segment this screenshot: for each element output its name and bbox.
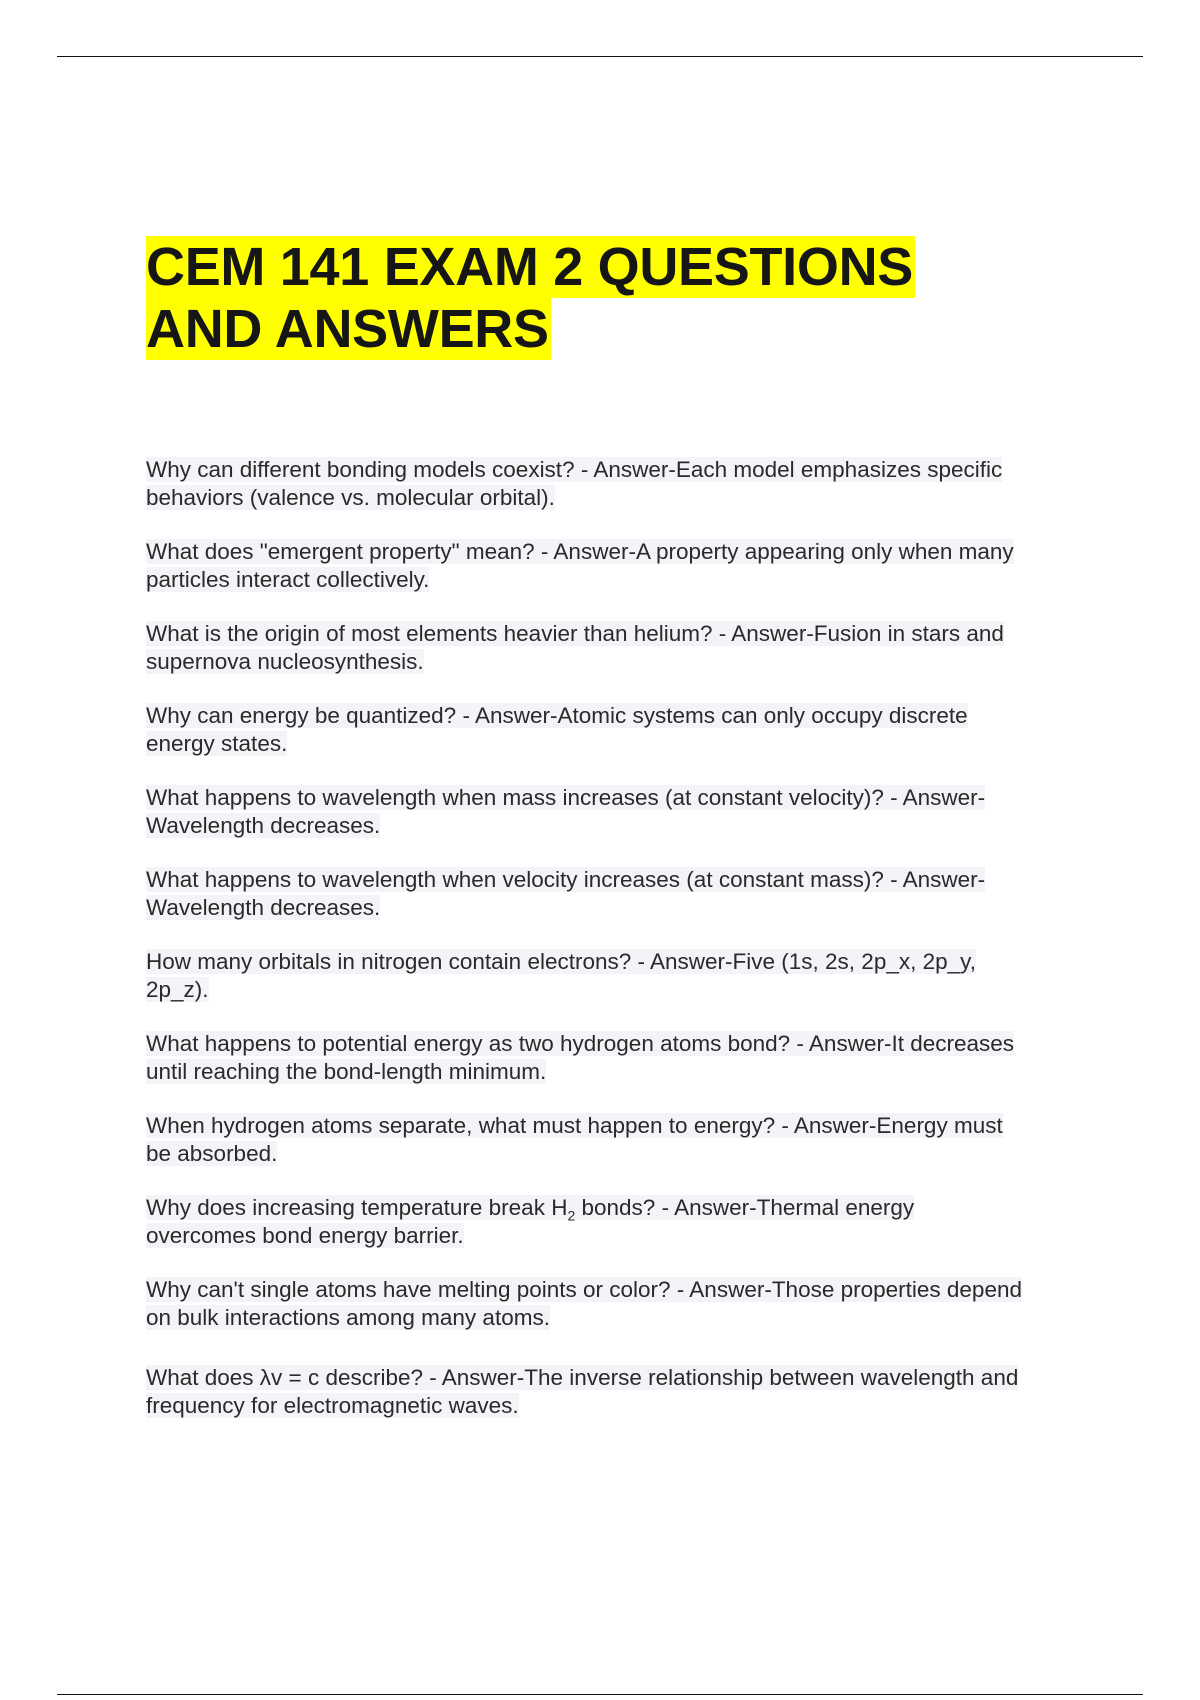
qa-item <box>146 456 1096 512</box>
qa-line: What does λv = c describe? - Answer-The inverse relationship between wavelength and <box>146 1365 1019 1390</box>
qa-line: What happens to wavelength when mass increases (at constant velocity)? - Answer- <box>146 785 986 810</box>
qa-item <box>146 866 1096 922</box>
qa-line: behaviors (valence vs. molecular orbital). <box>146 485 555 510</box>
qa-line: overcomes bond energy barrier. <box>146 1223 464 1248</box>
qa-item <box>146 1112 1096 1168</box>
qa-line: Why can different bonding models coexist? - Answer-Each model emphasizes specific <box>146 457 1003 482</box>
qa-item <box>146 538 1096 594</box>
qa-item <box>146 620 1096 676</box>
qa-line: Why can't single atoms have melting points or color? - Answer-Those properties depend <box>146 1277 1022 1302</box>
qa-line: energy states. <box>146 731 288 756</box>
qa-line: How many orbitals in nitrogen contain electrons? - Answer-Five (1s, 2s, 2p_x, 2p_y, <box>146 949 976 974</box>
qa-text: bonds? - Answer-Thermal energy <box>575 1195 915 1220</box>
document-title <box>146 236 1046 360</box>
qa-line: 2p_z). <box>146 977 209 1002</box>
qa-line <box>146 1195 915 1224</box>
qa-line: frequency for electromagnetic waves. <box>146 1393 519 1418</box>
qa-item <box>146 1030 1096 1086</box>
qa-item <box>146 1276 1096 1332</box>
qa-line: What happens to wavelength when velocity increases (at constant mass)? - Answer- <box>146 867 986 892</box>
qa-item <box>146 702 1096 758</box>
top-rule <box>57 56 1143 57</box>
qa-line: Why can energy be quantized? - Answer-Atomic systems can only occupy discrete <box>146 703 968 728</box>
qa-text: Why does increasing temperature break H <box>146 1195 568 1220</box>
qa-line: until reaching the bond-length minimum. <box>146 1059 547 1084</box>
qa-line: What is the origin of most elements heavier than helium? - Answer-Fusion in stars and <box>146 621 1004 646</box>
qa-item <box>146 1194 1096 1250</box>
qa-line: Wavelength decreases. <box>146 813 381 838</box>
qa-item <box>146 948 1096 1004</box>
bottom-rule <box>57 1694 1143 1695</box>
qa-line: What does "emergent property" mean? - Answer-A property appearing only when many <box>146 539 1014 564</box>
qa-line: What happens to potential energy as two hydrogen atoms bond? - Answer-It decreases <box>146 1031 1015 1056</box>
qa-line: When hydrogen atoms separate, what must happen to energy? - Answer-Energy must <box>146 1113 1003 1138</box>
qa-list <box>146 456 1096 1420</box>
qa-line: supernova nucleosynthesis. <box>146 649 424 674</box>
qa-line: be absorbed. <box>146 1141 278 1166</box>
qa-item <box>146 784 1096 840</box>
qa-item <box>146 1364 1096 1420</box>
qa-line: particles interact collectively. <box>146 567 430 592</box>
title-line-2: AND ANSWERS <box>146 299 549 359</box>
title-line-1: CEM 141 EXAM 2 QUESTIONS <box>146 237 913 297</box>
qa-line: Wavelength decreases. <box>146 895 381 920</box>
qa-line: on bulk interactions among many atoms. <box>146 1305 550 1330</box>
subscript: 2 <box>567 1207 576 1224</box>
